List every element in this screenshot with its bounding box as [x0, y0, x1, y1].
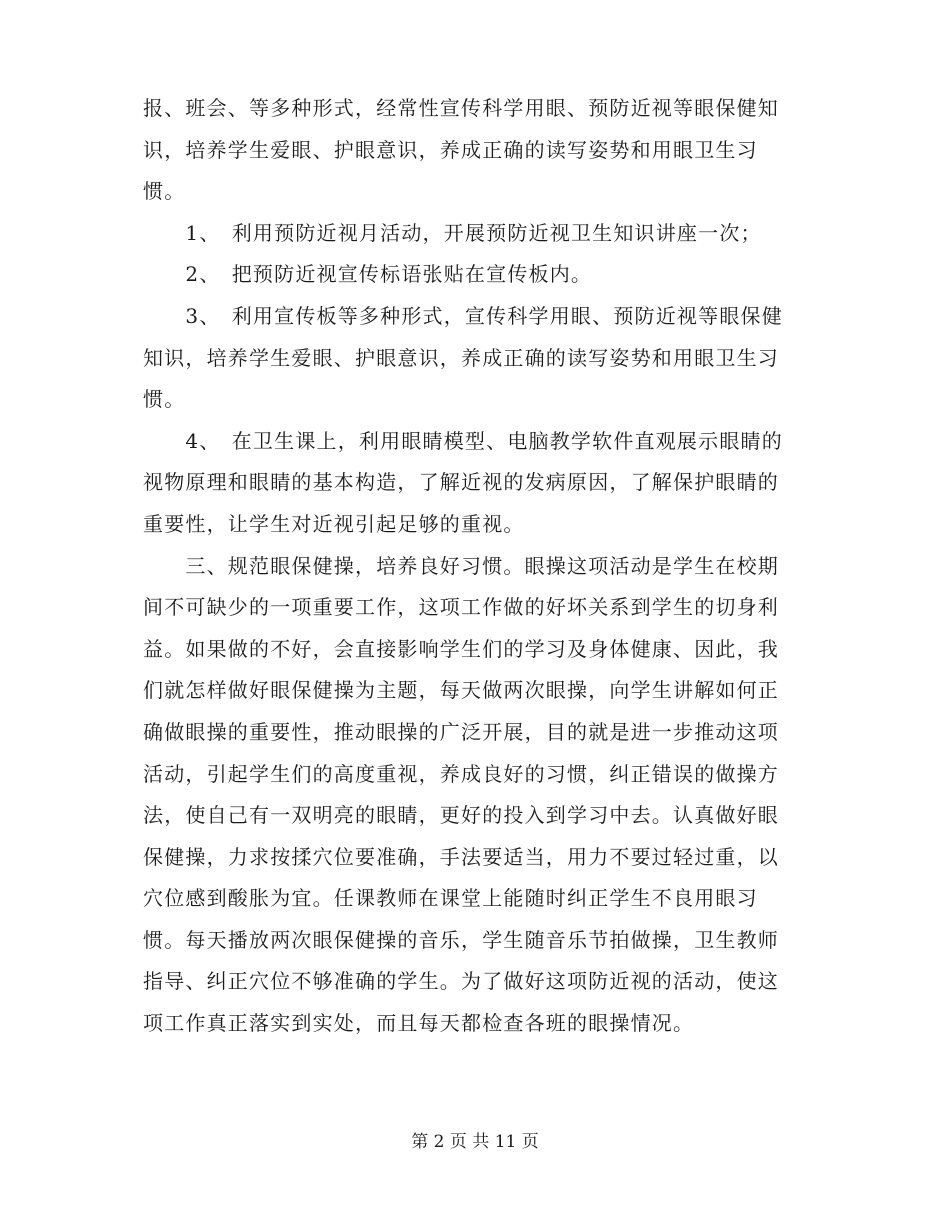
text-line: 知识，培养学生爱眼、护眼意识，养成正确的读写姿势和用眼卫生习 [143, 345, 779, 370]
text-line: 惯。 [143, 179, 186, 204]
text-line: 视物原理和眼睛的基本构造，了解近视的发病原因，了解保护眼睛的 [143, 470, 779, 495]
text-line: 确做眼操的重要性，推动眼操的广泛开展，目的就是进一步推动这项 [143, 719, 779, 744]
text-line: 法，使自己有一双明亮的眼睛，更好的投入到学习中去。认真做好眼 [143, 803, 779, 828]
text-line: 惯。 [143, 387, 186, 412]
document-body [143, 88, 803, 1045]
text-line: 重要性，让学生对近视引起足够的重视。 [143, 511, 525, 536]
list-item-2: 2、 把预防近视宣传标语张贴在宣传板内。 [143, 262, 593, 287]
text-line: 项工作真正落实到实处，而且每天都检查各班的眼操情况。 [143, 1011, 695, 1036]
list-item-4: 4、 在卫生课上，利用眼睛模型、电脑教学软件直观展示眼睛的 [143, 428, 783, 453]
text-line: 们就怎样做好眼保健操为主题，每天做两次眼操，向学生讲解如何正 [143, 678, 779, 703]
text-line: 穴位感到酸胀为宜。任课教师在课堂上能随时纠正学生不良用眼习 [143, 886, 758, 911]
section-three-heading-line: 三、规范眼保健操，培养良好习惯。眼操这项活动是学生在校期 [143, 553, 779, 578]
text-line: 活动，引起学生们的高度重视，养成良好的习惯，纠正错误的做操方 [143, 761, 779, 786]
text-line: 保健操，力求按揉穴位要准确，手法要适当，用力不要过轻过重，以 [143, 844, 779, 869]
text-line: 指导、纠正穴位不够准确的学生。为了做好这项防近视的活动，使这 [143, 969, 779, 994]
list-item-1: 1、 利用预防近视月活动，开展预防近视卫生知识讲座一次； [143, 220, 762, 245]
text-line: 惯。每天播放两次眼保健操的音乐，学生随音乐节拍做操，卫生教师 [143, 927, 779, 952]
page-number-footer: 第 2 页 共 11 页 [411, 1132, 539, 1152]
text-line: 益。如果做的不好，会直接影响学生们的学习及身体健康、因此，我 [143, 636, 779, 661]
text-line: 间不可缺少的一项重要工作，这项工作做的好坏关系到学生的切身利 [143, 595, 779, 620]
text-line: 报、班会、等多种形式，经常性宣传科学用眼、预防近视等眼保健知 [143, 96, 779, 120]
text-line: 识，培养学生爱眼、护眼意识，养成正确的读写姿势和用眼卫生习 [143, 137, 758, 162]
list-item-3: 3、 利用宣传板等多种形式，宣传科学用眼、预防近视等眼保健 [143, 303, 783, 328]
